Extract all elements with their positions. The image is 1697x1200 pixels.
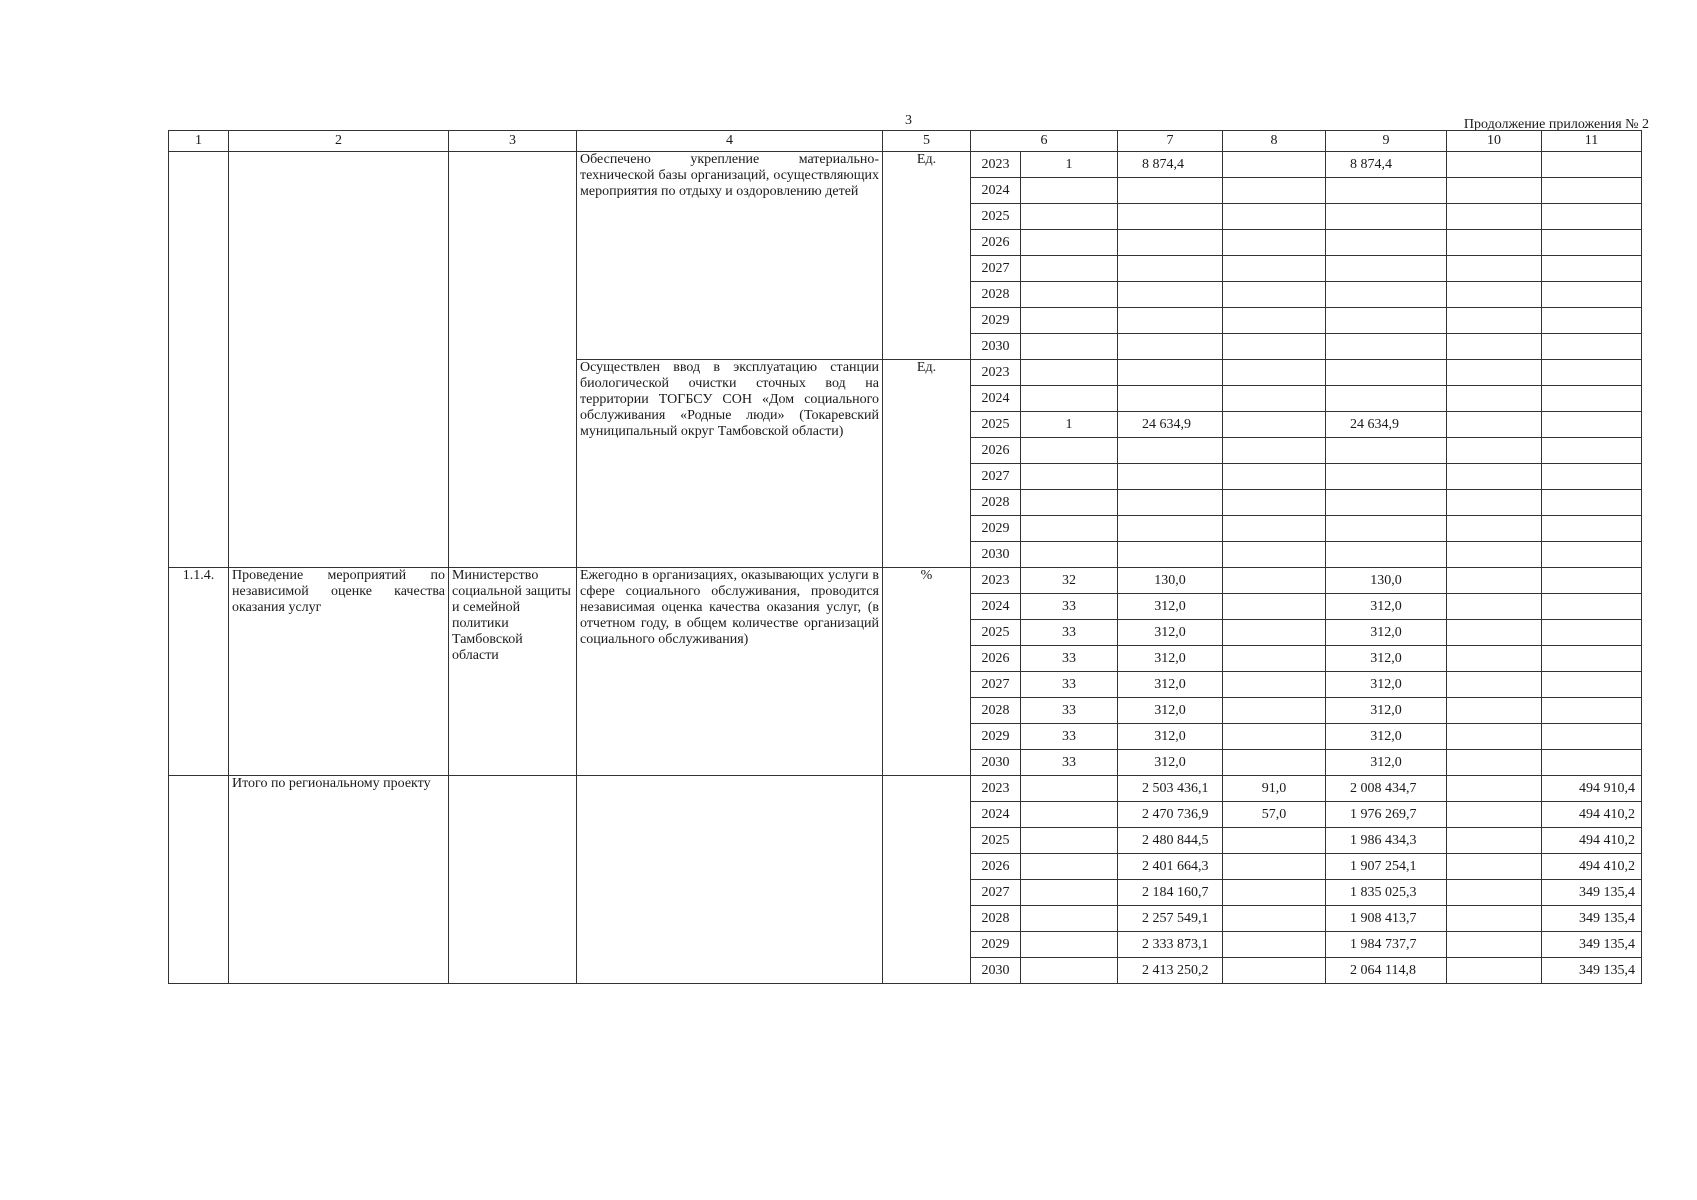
header-col-4: 4 <box>577 131 883 152</box>
cell-col-6 <box>1021 360 1118 386</box>
page-number: 3 <box>905 113 912 128</box>
cell-col-7 <box>1118 204 1223 230</box>
cell-col-6 <box>1021 334 1118 360</box>
cell-col-10 <box>1447 152 1542 178</box>
cell-col-10 <box>1447 360 1542 386</box>
cell-col-11 <box>1542 412 1642 438</box>
activity-1-1-4-row <box>169 568 1642 594</box>
cell-col-11 <box>1542 360 1642 386</box>
cell-col-9: 1 907 254,1 <box>1326 854 1447 880</box>
cell-col-7: 2 503 436,1 <box>1118 776 1223 802</box>
cell-col-9: 2 008 434,7 <box>1326 776 1447 802</box>
cell-col-9 <box>1326 256 1447 282</box>
year-cell: 2025 <box>971 412 1021 438</box>
cell-col-11: 494 410,2 <box>1542 828 1642 854</box>
cell-col-8 <box>1223 620 1326 646</box>
cell-col-11 <box>1542 464 1642 490</box>
activity-number: 1.1.4. <box>169 568 229 776</box>
cell-col-11 <box>1542 672 1642 698</box>
cell-col-11: 494 410,2 <box>1542 802 1642 828</box>
year-cell: 2030 <box>971 750 1021 776</box>
cell-col-11 <box>1542 204 1642 230</box>
cell-col-9: 312,0 <box>1326 724 1447 750</box>
cell-col-7: 2 470 736,9 <box>1118 802 1223 828</box>
result-block-materials-row <box>169 152 1642 178</box>
cell-col-7 <box>1118 178 1223 204</box>
cell-col-8 <box>1223 698 1326 724</box>
cell-col-8 <box>1223 308 1326 334</box>
year-cell: 2026 <box>971 646 1021 672</box>
year-cell: 2025 <box>971 204 1021 230</box>
year-cell: 2023 <box>971 152 1021 178</box>
header-row <box>169 131 1642 152</box>
year-cell: 2027 <box>971 256 1021 282</box>
year-cell: 2025 <box>971 620 1021 646</box>
cell-col-8 <box>1223 386 1326 412</box>
cell-col-8 <box>1223 646 1326 672</box>
cell-col-7: 312,0 <box>1118 594 1223 620</box>
cell-col-11 <box>1542 542 1642 568</box>
cell-col-8 <box>1223 542 1326 568</box>
cell-col-6 <box>1021 438 1118 464</box>
cell-col-6 <box>1021 464 1118 490</box>
cell-col-11 <box>1542 256 1642 282</box>
cell-col-11 <box>1542 490 1642 516</box>
cell-col-7 <box>1118 386 1223 412</box>
cell-col-7 <box>1118 334 1223 360</box>
cell-col-11 <box>1542 516 1642 542</box>
cell-col-11: 494 910,4 <box>1542 776 1642 802</box>
cell-col-10 <box>1447 698 1542 724</box>
cell-col-10 <box>1447 932 1542 958</box>
cell-col-10 <box>1447 490 1542 516</box>
cell-col-10 <box>1447 308 1542 334</box>
cell-col-11: 349 135,4 <box>1542 880 1642 906</box>
cell-col-10 <box>1447 568 1542 594</box>
cell-col-7 <box>1118 360 1223 386</box>
cell-col-9 <box>1326 282 1447 308</box>
cell-col-8 <box>1223 360 1326 386</box>
cell-col-8 <box>1223 750 1326 776</box>
year-cell: 2024 <box>971 178 1021 204</box>
cell-col-10 <box>1447 620 1542 646</box>
result-description: Обеспечено укрепление материально-технической базы организаций, осуществляющих мероприятия по отдыху и оздоровлению детей <box>577 152 883 360</box>
cell-col-11: 349 135,4 <box>1542 932 1642 958</box>
cell-col-9: 1 908 413,7 <box>1326 906 1447 932</box>
cell-col-7: 312,0 <box>1118 620 1223 646</box>
cell-col-9: 1 986 434,3 <box>1326 828 1447 854</box>
year-cell: 2026 <box>971 854 1021 880</box>
cell-col-6: 32 <box>1021 568 1118 594</box>
cell-col-8 <box>1223 256 1326 282</box>
cell-col-10 <box>1447 854 1542 880</box>
cell-col-9 <box>1326 360 1447 386</box>
cell-col-11 <box>1542 438 1642 464</box>
cell-col-11 <box>1542 282 1642 308</box>
year-cell: 2029 <box>971 516 1021 542</box>
header-col-1: 1 <box>169 131 229 152</box>
cell-col-8 <box>1223 464 1326 490</box>
cell-col-6 <box>1021 256 1118 282</box>
cell-col-7: 312,0 <box>1118 698 1223 724</box>
cell-col-6 <box>1021 906 1118 932</box>
year-cell: 2028 <box>971 490 1021 516</box>
cell-col-7 <box>1118 282 1223 308</box>
year-cell: 2026 <box>971 438 1021 464</box>
cell-col-7 <box>1118 490 1223 516</box>
year-cell: 2027 <box>971 464 1021 490</box>
cell-col-6: 33 <box>1021 698 1118 724</box>
cell-col-9 <box>1326 204 1447 230</box>
cell-col-9 <box>1326 230 1447 256</box>
cell-col-8 <box>1223 906 1326 932</box>
cell-col-7: 312,0 <box>1118 724 1223 750</box>
year-cell: 2026 <box>971 230 1021 256</box>
cell-col-7: 2 480 844,5 <box>1118 828 1223 854</box>
cell-col-7: 2 401 664,3 <box>1118 854 1223 880</box>
cell-col-10 <box>1447 594 1542 620</box>
cell-col-9 <box>1326 386 1447 412</box>
cell-col-8 <box>1223 932 1326 958</box>
cell-col-6 <box>1021 178 1118 204</box>
empty-activity-cell <box>229 152 449 568</box>
cell-col-6 <box>1021 880 1118 906</box>
cell-col-6 <box>1021 828 1118 854</box>
cell-col-7 <box>1118 230 1223 256</box>
year-cell: 2029 <box>971 308 1021 334</box>
cell-col-10 <box>1447 646 1542 672</box>
cell-col-11 <box>1542 568 1642 594</box>
cell-col-9 <box>1326 542 1447 568</box>
cell-col-10 <box>1447 386 1542 412</box>
cell-col-8 <box>1223 724 1326 750</box>
cell-col-8 <box>1223 854 1326 880</box>
cell-col-8 <box>1223 412 1326 438</box>
cell-col-6: 1 <box>1021 412 1118 438</box>
unit-of-measure: Ед. <box>883 360 971 568</box>
cell-col-6 <box>1021 542 1118 568</box>
cell-col-6 <box>1021 230 1118 256</box>
cell-col-7: 2 413 250,2 <box>1118 958 1223 984</box>
cell-col-9: 1 976 269,7 <box>1326 802 1447 828</box>
year-cell: 2023 <box>971 568 1021 594</box>
cell-col-10 <box>1447 802 1542 828</box>
cell-col-8 <box>1223 282 1326 308</box>
cell-col-10 <box>1447 880 1542 906</box>
cell-col-10 <box>1447 230 1542 256</box>
cell-col-6 <box>1021 854 1118 880</box>
cell-col-11: 349 135,4 <box>1542 958 1642 984</box>
cell-col-11 <box>1542 646 1642 672</box>
cell-col-9: 8 874,4 <box>1326 152 1447 178</box>
cell-col-9: 312,0 <box>1326 698 1447 724</box>
cell-col-7: 312,0 <box>1118 646 1223 672</box>
cell-col-9: 24 634,9 <box>1326 412 1447 438</box>
cell-col-9: 312,0 <box>1326 620 1447 646</box>
cell-col-10 <box>1447 828 1542 854</box>
cell-col-8 <box>1223 568 1326 594</box>
cell-col-9 <box>1326 464 1447 490</box>
cell-col-11: 349 135,4 <box>1542 906 1642 932</box>
cell-col-6 <box>1021 516 1118 542</box>
empty-number-cell <box>169 152 229 568</box>
header-col-10: 10 <box>1447 131 1542 152</box>
cell-col-8 <box>1223 516 1326 542</box>
cell-col-9 <box>1326 490 1447 516</box>
cell-col-11 <box>1542 178 1642 204</box>
cell-col-9 <box>1326 438 1447 464</box>
cell-col-6: 33 <box>1021 672 1118 698</box>
cell-col-8 <box>1223 490 1326 516</box>
cell-col-9 <box>1326 516 1447 542</box>
year-cell: 2025 <box>971 828 1021 854</box>
cell-col-11 <box>1542 724 1642 750</box>
year-cell: 2024 <box>971 594 1021 620</box>
header-col-8: 8 <box>1223 131 1326 152</box>
cell-col-11: 494 410,2 <box>1542 854 1642 880</box>
header-col-5: 5 <box>883 131 971 152</box>
year-cell: 2029 <box>971 932 1021 958</box>
cell-col-10 <box>1447 412 1542 438</box>
empty-unit-cell <box>883 776 971 984</box>
cell-col-8 <box>1223 178 1326 204</box>
cell-col-9 <box>1326 178 1447 204</box>
header-col-6: 6 <box>971 131 1118 152</box>
cell-col-6: 33 <box>1021 724 1118 750</box>
cell-col-7 <box>1118 256 1223 282</box>
empty-number-cell <box>169 776 229 984</box>
cell-col-7 <box>1118 438 1223 464</box>
cell-col-6: 33 <box>1021 594 1118 620</box>
unit-of-measure: % <box>883 568 971 776</box>
cell-col-6: 1 <box>1021 152 1118 178</box>
cell-col-7 <box>1118 516 1223 542</box>
cell-col-6 <box>1021 308 1118 334</box>
cell-col-7: 2 184 160,7 <box>1118 880 1223 906</box>
result-description: Ежегодно в организациях, оказывающих услуги в сфере социального обслуживания, проводится независимая оценка качества оказания услуг, (в отчетном году, в общем количестве организаций социального обслуживания) <box>577 568 883 776</box>
year-cell: 2023 <box>971 360 1021 386</box>
year-cell: 2029 <box>971 724 1021 750</box>
cell-col-10 <box>1447 282 1542 308</box>
cell-col-9: 312,0 <box>1326 672 1447 698</box>
cell-col-6: 33 <box>1021 620 1118 646</box>
empty-responsible-cell <box>449 152 577 568</box>
cell-col-11 <box>1542 620 1642 646</box>
unit-of-measure: Ед. <box>883 152 971 360</box>
cell-col-11 <box>1542 230 1642 256</box>
cell-col-7: 24 634,9 <box>1118 412 1223 438</box>
empty-responsible-cell <box>449 776 577 984</box>
cell-col-11 <box>1542 334 1642 360</box>
cell-col-10 <box>1447 672 1542 698</box>
cell-col-7: 2 333 873,1 <box>1118 932 1223 958</box>
cell-col-11 <box>1542 308 1642 334</box>
cell-col-6 <box>1021 490 1118 516</box>
cell-col-9: 1 835 025,3 <box>1326 880 1447 906</box>
cell-col-6 <box>1021 204 1118 230</box>
header-col-2: 2 <box>229 131 449 152</box>
cell-col-7: 2 257 549,1 <box>1118 906 1223 932</box>
cell-col-7 <box>1118 308 1223 334</box>
header-col-9: 9 <box>1326 131 1447 152</box>
cell-col-8 <box>1223 438 1326 464</box>
empty-result-cell <box>577 776 883 984</box>
cell-col-8 <box>1223 880 1326 906</box>
totals-label: Итого по региональному проекту <box>229 776 449 984</box>
cell-col-8: 91,0 <box>1223 776 1326 802</box>
cell-col-9: 312,0 <box>1326 646 1447 672</box>
cell-col-8 <box>1223 204 1326 230</box>
year-cell: 2027 <box>971 880 1021 906</box>
activity-name: Проведение мероприятий по независимой оценке качества оказания услуг <box>229 568 449 776</box>
cell-col-8: 57,0 <box>1223 802 1326 828</box>
cell-col-10 <box>1447 178 1542 204</box>
appendix-table <box>168 130 1642 984</box>
cell-col-9: 1 984 737,7 <box>1326 932 1447 958</box>
year-cell: 2023 <box>971 776 1021 802</box>
cell-col-6: 33 <box>1021 646 1118 672</box>
cell-col-9 <box>1326 334 1447 360</box>
cell-col-8 <box>1223 958 1326 984</box>
cell-col-10 <box>1447 256 1542 282</box>
year-cell: 2030 <box>971 958 1021 984</box>
cell-col-11 <box>1542 594 1642 620</box>
cell-col-9: 312,0 <box>1326 750 1447 776</box>
cell-col-6 <box>1021 932 1118 958</box>
cell-col-9: 312,0 <box>1326 594 1447 620</box>
cell-col-10 <box>1447 438 1542 464</box>
cell-col-7: 8 874,4 <box>1118 152 1223 178</box>
cell-col-10 <box>1447 334 1542 360</box>
cell-col-6 <box>1021 776 1118 802</box>
cell-col-8 <box>1223 594 1326 620</box>
cell-col-8 <box>1223 152 1326 178</box>
totals-block-row <box>169 776 1642 802</box>
year-cell: 2028 <box>971 698 1021 724</box>
cell-col-7 <box>1118 464 1223 490</box>
responsible-executor: Министерство социальной защиты и семейной политики Тамбовской области <box>449 568 577 776</box>
cell-col-11 <box>1542 386 1642 412</box>
header-col-7: 7 <box>1118 131 1223 152</box>
cell-col-6 <box>1021 958 1118 984</box>
cell-col-7 <box>1118 542 1223 568</box>
year-cell: 2028 <box>971 282 1021 308</box>
cell-col-6: 33 <box>1021 750 1118 776</box>
cell-col-6 <box>1021 282 1118 308</box>
cell-col-7: 312,0 <box>1118 750 1223 776</box>
result-description: Осуществлен ввод в эксплуатацию станции биологической очистки сточных вод на территории ТОГБСУ СОН «Дом социального обслуживания «Родные люди» (Токаревский муниципальный округ Тамбовской области) <box>577 360 883 568</box>
year-cell: 2024 <box>971 802 1021 828</box>
cell-col-6 <box>1021 386 1118 412</box>
cell-col-11 <box>1542 698 1642 724</box>
year-cell: 2024 <box>971 386 1021 412</box>
cell-col-11 <box>1542 152 1642 178</box>
cell-col-8 <box>1223 672 1326 698</box>
cell-col-7: 312,0 <box>1118 672 1223 698</box>
cell-col-10 <box>1447 204 1542 230</box>
cell-col-8 <box>1223 334 1326 360</box>
year-cell: 2028 <box>971 906 1021 932</box>
cell-col-11 <box>1542 750 1642 776</box>
cell-col-8 <box>1223 230 1326 256</box>
cell-col-6 <box>1021 802 1118 828</box>
cell-col-10 <box>1447 906 1542 932</box>
year-cell: 2030 <box>971 334 1021 360</box>
year-cell: 2030 <box>971 542 1021 568</box>
cell-col-9: 2 064 114,8 <box>1326 958 1447 984</box>
cell-col-10 <box>1447 464 1542 490</box>
cell-col-7: 130,0 <box>1118 568 1223 594</box>
cell-col-10 <box>1447 958 1542 984</box>
continuation-label: Продолжение приложения № 2 <box>1463 117 1649 132</box>
cell-col-9 <box>1326 308 1447 334</box>
cell-col-10 <box>1447 724 1542 750</box>
cell-col-10 <box>1447 776 1542 802</box>
cell-col-10 <box>1447 516 1542 542</box>
cell-col-8 <box>1223 828 1326 854</box>
header-col-3: 3 <box>449 131 577 152</box>
year-cell: 2027 <box>971 672 1021 698</box>
header-col-11: 11 <box>1542 131 1642 152</box>
cell-col-9: 130,0 <box>1326 568 1447 594</box>
cell-col-10 <box>1447 750 1542 776</box>
cell-col-10 <box>1447 542 1542 568</box>
